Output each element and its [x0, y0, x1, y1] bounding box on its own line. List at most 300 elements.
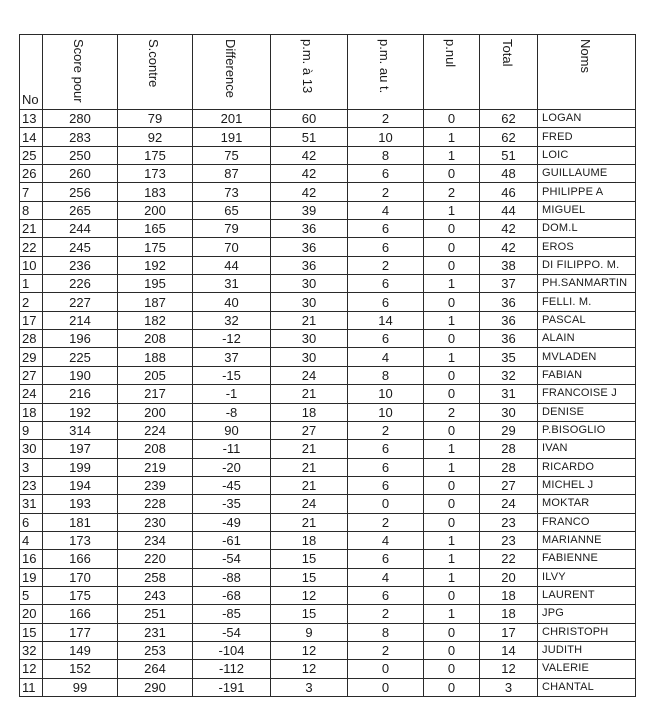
cell-no: 14 — [20, 128, 43, 146]
cell-p-nul: 0 — [424, 385, 480, 403]
cell-pm-au-t: 6 — [348, 440, 424, 458]
cell-name: LOIC — [538, 146, 636, 164]
cell-p-nul: 1 — [424, 458, 480, 476]
cell-name: FABIENNE — [538, 550, 636, 568]
cell-total: 48 — [480, 165, 538, 183]
cell-no: 18 — [20, 403, 43, 421]
cell-pm-au-t: 4 — [348, 531, 424, 549]
cell-difference: -104 — [193, 641, 271, 659]
cell-no: 12 — [20, 660, 43, 678]
cell-s-contre: 239 — [118, 476, 193, 494]
table-row — [20, 238, 636, 256]
cell-name: EROS — [538, 238, 636, 256]
cell-name: FRANCO — [538, 513, 636, 531]
cell-pm-au-t: 6 — [348, 165, 424, 183]
cell-difference: -35 — [193, 495, 271, 513]
cell-name: CHRISTOPH — [538, 623, 636, 641]
cell-total: 38 — [480, 256, 538, 274]
cell-difference: -20 — [193, 458, 271, 476]
cell-p-nul: 0 — [424, 641, 480, 659]
cell-p-nul: 1 — [424, 531, 480, 549]
cell-pm-13: 30 — [271, 348, 348, 366]
cell-score-pour: 194 — [43, 476, 118, 494]
cell-no: 6 — [20, 513, 43, 531]
cell-s-contre: 175 — [118, 238, 193, 256]
cell-p-nul: 0 — [424, 660, 480, 678]
cell-difference: -54 — [193, 550, 271, 568]
cell-score-pour: 227 — [43, 293, 118, 311]
table-row — [20, 330, 636, 348]
cell-pm-au-t: 14 — [348, 311, 424, 329]
cell-p-nul: 0 — [424, 495, 480, 513]
cell-score-pour: 149 — [43, 641, 118, 659]
table-row — [20, 110, 636, 128]
cell-no: 8 — [20, 201, 43, 219]
cell-no: 20 — [20, 605, 43, 623]
cell-no: 29 — [20, 348, 43, 366]
cell-total: 14 — [480, 641, 538, 659]
table-row — [20, 586, 636, 604]
cell-difference: 191 — [193, 128, 271, 146]
cell-no: 15 — [20, 623, 43, 641]
cell-score-pour: 226 — [43, 275, 118, 293]
cell-score-pour: 244 — [43, 220, 118, 238]
cell-name: MIGUEL — [538, 201, 636, 219]
cell-difference: -45 — [193, 476, 271, 494]
table-row — [20, 403, 636, 421]
table-row — [20, 385, 636, 403]
cell-name: P.BISOGLIO — [538, 421, 636, 439]
cell-name: DOM.L — [538, 220, 636, 238]
cell-pm-13: 51 — [271, 128, 348, 146]
cell-name: FABIAN — [538, 366, 636, 384]
cell-difference: -112 — [193, 660, 271, 678]
cell-pm-au-t: 8 — [348, 623, 424, 641]
cell-pm-13: 9 — [271, 623, 348, 641]
cell-pm-au-t: 2 — [348, 641, 424, 659]
cell-score-pour: 166 — [43, 605, 118, 623]
cell-s-contre: 195 — [118, 275, 193, 293]
table-row — [20, 531, 636, 549]
cell-pm-13: 21 — [271, 458, 348, 476]
cell-p-nul: 0 — [424, 238, 480, 256]
cell-pm-13: 21 — [271, 476, 348, 494]
cell-pm-au-t: 8 — [348, 146, 424, 164]
cell-pm-au-t: 2 — [348, 605, 424, 623]
cell-difference: -15 — [193, 366, 271, 384]
cell-score-pour: 236 — [43, 256, 118, 274]
cell-p-nul: 0 — [424, 421, 480, 439]
cell-s-contre: 264 — [118, 660, 193, 678]
cell-score-pour: 192 — [43, 403, 118, 421]
cell-no: 21 — [20, 220, 43, 238]
cell-difference: 90 — [193, 421, 271, 439]
cell-p-nul: 1 — [424, 568, 480, 586]
cell-p-nul: 0 — [424, 586, 480, 604]
header-pm-au-t — [348, 35, 424, 110]
cell-difference: -11 — [193, 440, 271, 458]
cell-pm-13: 21 — [271, 311, 348, 329]
table-row — [20, 366, 636, 384]
cell-difference: -8 — [193, 403, 271, 421]
cell-p-nul: 1 — [424, 128, 480, 146]
cell-name: MARIANNE — [538, 531, 636, 549]
cell-name: DENISE — [538, 403, 636, 421]
cell-s-contre: 228 — [118, 495, 193, 513]
cell-score-pour: 190 — [43, 366, 118, 384]
cell-p-nul: 1 — [424, 550, 480, 568]
cell-s-contre: 251 — [118, 605, 193, 623]
cell-total: 20 — [480, 568, 538, 586]
cell-s-contre: 183 — [118, 183, 193, 201]
cell-pm-au-t: 4 — [348, 201, 424, 219]
table-row — [20, 165, 636, 183]
cell-name: PHILIPPE A — [538, 183, 636, 201]
table-row — [20, 128, 636, 146]
table-row — [20, 568, 636, 586]
header-noms — [538, 35, 636, 110]
cell-pm-au-t: 6 — [348, 220, 424, 238]
cell-score-pour: 216 — [43, 385, 118, 403]
cell-difference: -61 — [193, 531, 271, 549]
cell-s-contre: 188 — [118, 348, 193, 366]
header-s-contre — [118, 35, 193, 110]
header-pm-13 — [271, 35, 348, 110]
cell-pm-13: 42 — [271, 183, 348, 201]
cell-no: 30 — [20, 440, 43, 458]
cell-no: 28 — [20, 330, 43, 348]
cell-difference: 79 — [193, 220, 271, 238]
cell-pm-13: 36 — [271, 238, 348, 256]
cell-no: 25 — [20, 146, 43, 164]
cell-s-contre: 187 — [118, 293, 193, 311]
cell-s-contre: 290 — [118, 678, 193, 696]
header-p-nul — [424, 35, 480, 110]
cell-p-nul: 0 — [424, 476, 480, 494]
cell-s-contre: 219 — [118, 458, 193, 476]
cell-pm-au-t: 8 — [348, 366, 424, 384]
cell-s-contre: 243 — [118, 586, 193, 604]
cell-pm-au-t: 0 — [348, 660, 424, 678]
table-body — [20, 110, 636, 697]
cell-difference: 31 — [193, 275, 271, 293]
cell-total: 31 — [480, 385, 538, 403]
table-row — [20, 440, 636, 458]
cell-p-nul: 1 — [424, 275, 480, 293]
cell-no: 3 — [20, 458, 43, 476]
cell-p-nul: 1 — [424, 348, 480, 366]
cell-no: 9 — [20, 421, 43, 439]
cell-score-pour: 175 — [43, 586, 118, 604]
cell-no: 19 — [20, 568, 43, 586]
cell-p-nul: 1 — [424, 201, 480, 219]
cell-p-nul: 0 — [424, 366, 480, 384]
cell-s-contre: 200 — [118, 403, 193, 421]
cell-pm-13: 24 — [271, 495, 348, 513]
cell-pm-13: 18 — [271, 403, 348, 421]
cell-s-contre: 173 — [118, 165, 193, 183]
cell-pm-13: 12 — [271, 586, 348, 604]
cell-p-nul: 0 — [424, 220, 480, 238]
cell-s-contre: 234 — [118, 531, 193, 549]
cell-difference: 40 — [193, 293, 271, 311]
header-row — [20, 35, 636, 110]
cell-total: 18 — [480, 586, 538, 604]
cell-pm-au-t: 0 — [348, 495, 424, 513]
table-row — [20, 275, 636, 293]
cell-no: 1 — [20, 275, 43, 293]
cell-s-contre: 79 — [118, 110, 193, 128]
cell-pm-au-t: 10 — [348, 385, 424, 403]
cell-no: 7 — [20, 183, 43, 201]
cell-total: 62 — [480, 110, 538, 128]
table-row — [20, 476, 636, 494]
cell-total: 42 — [480, 220, 538, 238]
cell-name: RICARDO — [538, 458, 636, 476]
cell-pm-13: 12 — [271, 660, 348, 678]
cell-name: MOKTAR — [538, 495, 636, 513]
cell-name: FRANCOISE J — [538, 385, 636, 403]
cell-total: 28 — [480, 458, 538, 476]
cell-pm-au-t: 2 — [348, 421, 424, 439]
cell-pm-au-t: 4 — [348, 348, 424, 366]
cell-name: LOGAN — [538, 110, 636, 128]
table-row — [20, 678, 636, 696]
cell-total: 42 — [480, 238, 538, 256]
cell-score-pour: 181 — [43, 513, 118, 531]
cell-pm-13: 15 — [271, 605, 348, 623]
header-p-nul-label: p.nul — [442, 39, 458, 68]
table-row — [20, 293, 636, 311]
cell-total: 44 — [480, 201, 538, 219]
cell-total: 36 — [480, 311, 538, 329]
cell-no: 27 — [20, 366, 43, 384]
cell-pm-au-t: 6 — [348, 550, 424, 568]
table-row — [20, 623, 636, 641]
cell-pm-au-t: 10 — [348, 403, 424, 421]
cell-difference: 73 — [193, 183, 271, 201]
cell-score-pour: 245 — [43, 238, 118, 256]
cell-total: 30 — [480, 403, 538, 421]
header-total — [480, 35, 538, 110]
header-no-label: No — [22, 92, 39, 107]
cell-pm-13: 12 — [271, 641, 348, 659]
cell-pm-13: 18 — [271, 531, 348, 549]
cell-pm-13: 30 — [271, 330, 348, 348]
cell-s-contre: 220 — [118, 550, 193, 568]
cell-name: LAURENT — [538, 586, 636, 604]
cell-no: 26 — [20, 165, 43, 183]
cell-total: 18 — [480, 605, 538, 623]
table-row — [20, 421, 636, 439]
cell-pm-13: 27 — [271, 421, 348, 439]
header-difference-label: Difference — [222, 39, 238, 99]
header-s-contre-label: S.contre — [146, 39, 161, 88]
cell-name: IVAN — [538, 440, 636, 458]
cell-name: VALERIE — [538, 660, 636, 678]
table-row — [20, 201, 636, 219]
table-row — [20, 256, 636, 274]
cell-name: ILVY — [538, 568, 636, 586]
header-pm-13-label: p.m. à 13 — [300, 39, 315, 94]
cell-total: 62 — [480, 128, 538, 146]
cell-pm-13: 60 — [271, 110, 348, 128]
cell-score-pour: 214 — [43, 311, 118, 329]
cell-p-nul: 1 — [424, 146, 480, 164]
cell-p-nul: 0 — [424, 165, 480, 183]
cell-s-contre: 208 — [118, 440, 193, 458]
cell-score-pour: 152 — [43, 660, 118, 678]
cell-s-contre: 92 — [118, 128, 193, 146]
cell-s-contre: 217 — [118, 385, 193, 403]
cell-total: 36 — [480, 293, 538, 311]
cell-total: 36 — [480, 330, 538, 348]
cell-score-pour: 199 — [43, 458, 118, 476]
cell-no: 32 — [20, 641, 43, 659]
cell-p-nul: 0 — [424, 256, 480, 274]
cell-s-contre: 192 — [118, 256, 193, 274]
cell-name: FELLI. M. — [538, 293, 636, 311]
cell-pm-13: 3 — [271, 678, 348, 696]
cell-name: JUDITH — [538, 641, 636, 659]
cell-score-pour: 250 — [43, 146, 118, 164]
cell-no: 10 — [20, 256, 43, 274]
cell-difference: -12 — [193, 330, 271, 348]
cell-name: JPG — [538, 605, 636, 623]
table-row — [20, 146, 636, 164]
cell-score-pour: 225 — [43, 348, 118, 366]
cell-difference: -54 — [193, 623, 271, 641]
cell-no: 24 — [20, 385, 43, 403]
cell-no: 11 — [20, 678, 43, 696]
cell-pm-au-t: 6 — [348, 330, 424, 348]
header-score-pour-label: Score pour — [71, 39, 86, 103]
cell-p-nul: 1 — [424, 311, 480, 329]
cell-difference: -1 — [193, 385, 271, 403]
table-row — [20, 311, 636, 329]
cell-total: 24 — [480, 495, 538, 513]
cell-difference: 70 — [193, 238, 271, 256]
cell-difference: -191 — [193, 678, 271, 696]
cell-pm-au-t: 6 — [348, 238, 424, 256]
cell-score-pour: 260 — [43, 165, 118, 183]
cell-no: 4 — [20, 531, 43, 549]
cell-p-nul: 0 — [424, 513, 480, 531]
cell-pm-13: 42 — [271, 165, 348, 183]
cell-name: CHANTAL — [538, 678, 636, 696]
cell-difference: 65 — [193, 201, 271, 219]
cell-pm-13: 15 — [271, 550, 348, 568]
cell-pm-13: 24 — [271, 366, 348, 384]
cell-difference: 32 — [193, 311, 271, 329]
cell-p-nul: 2 — [424, 403, 480, 421]
cell-difference: 75 — [193, 146, 271, 164]
cell-s-contre: 182 — [118, 311, 193, 329]
table-row — [20, 660, 636, 678]
cell-pm-13: 39 — [271, 201, 348, 219]
cell-pm-13: 21 — [271, 513, 348, 531]
cell-score-pour: 280 — [43, 110, 118, 128]
cell-score-pour: 196 — [43, 330, 118, 348]
cell-name: DI FILIPPO. M. — [538, 256, 636, 274]
cell-score-pour: 166 — [43, 550, 118, 568]
standings-table — [19, 34, 636, 697]
cell-no: 31 — [20, 495, 43, 513]
table-row — [20, 641, 636, 659]
cell-difference: 87 — [193, 165, 271, 183]
cell-s-contre: 224 — [118, 421, 193, 439]
cell-p-nul: 1 — [424, 440, 480, 458]
cell-pm-au-t: 6 — [348, 586, 424, 604]
cell-name: PH.SANMARTIN — [538, 275, 636, 293]
cell-p-nul: 0 — [424, 293, 480, 311]
cell-pm-au-t: 2 — [348, 110, 424, 128]
header-pm-au-t-label: p.m. au t. — [376, 39, 392, 94]
cell-pm-13: 36 — [271, 256, 348, 274]
table-row — [20, 605, 636, 623]
cell-score-pour: 177 — [43, 623, 118, 641]
cell-s-contre: 208 — [118, 330, 193, 348]
cell-name: GUILLAUME — [538, 165, 636, 183]
cell-s-contre: 175 — [118, 146, 193, 164]
cell-total: 32 — [480, 366, 538, 384]
cell-total: 23 — [480, 513, 538, 531]
cell-p-nul: 1 — [424, 605, 480, 623]
cell-s-contre: 205 — [118, 366, 193, 384]
cell-pm-au-t: 2 — [348, 513, 424, 531]
table-row — [20, 183, 636, 201]
table-row — [20, 513, 636, 531]
cell-s-contre: 253 — [118, 641, 193, 659]
cell-total: 17 — [480, 623, 538, 641]
cell-difference: -88 — [193, 568, 271, 586]
cell-p-nul: 0 — [424, 110, 480, 128]
table-row — [20, 220, 636, 238]
cell-name: PASCAL — [538, 311, 636, 329]
cell-difference: -68 — [193, 586, 271, 604]
cell-s-contre: 230 — [118, 513, 193, 531]
cell-score-pour: 99 — [43, 678, 118, 696]
cell-pm-13: 30 — [271, 293, 348, 311]
cell-no: 13 — [20, 110, 43, 128]
cell-pm-au-t: 10 — [348, 128, 424, 146]
table-row — [20, 348, 636, 366]
cell-total: 35 — [480, 348, 538, 366]
cell-p-nul: 0 — [424, 623, 480, 641]
cell-total: 12 — [480, 660, 538, 678]
cell-pm-au-t: 6 — [348, 458, 424, 476]
cell-pm-au-t: 6 — [348, 293, 424, 311]
cell-difference: -49 — [193, 513, 271, 531]
cell-total: 22 — [480, 550, 538, 568]
cell-score-pour: 256 — [43, 183, 118, 201]
cell-pm-13: 15 — [271, 568, 348, 586]
cell-score-pour: 314 — [43, 421, 118, 439]
cell-difference: 44 — [193, 256, 271, 274]
cell-score-pour: 265 — [43, 201, 118, 219]
cell-pm-au-t: 2 — [348, 183, 424, 201]
cell-total: 28 — [480, 440, 538, 458]
cell-p-nul: 0 — [424, 678, 480, 696]
cell-difference: 37 — [193, 348, 271, 366]
header-difference — [193, 35, 271, 110]
cell-score-pour: 170 — [43, 568, 118, 586]
cell-no: 16 — [20, 550, 43, 568]
cell-total: 29 — [480, 421, 538, 439]
cell-s-contre: 200 — [118, 201, 193, 219]
cell-difference: -85 — [193, 605, 271, 623]
cell-pm-13: 30 — [271, 275, 348, 293]
